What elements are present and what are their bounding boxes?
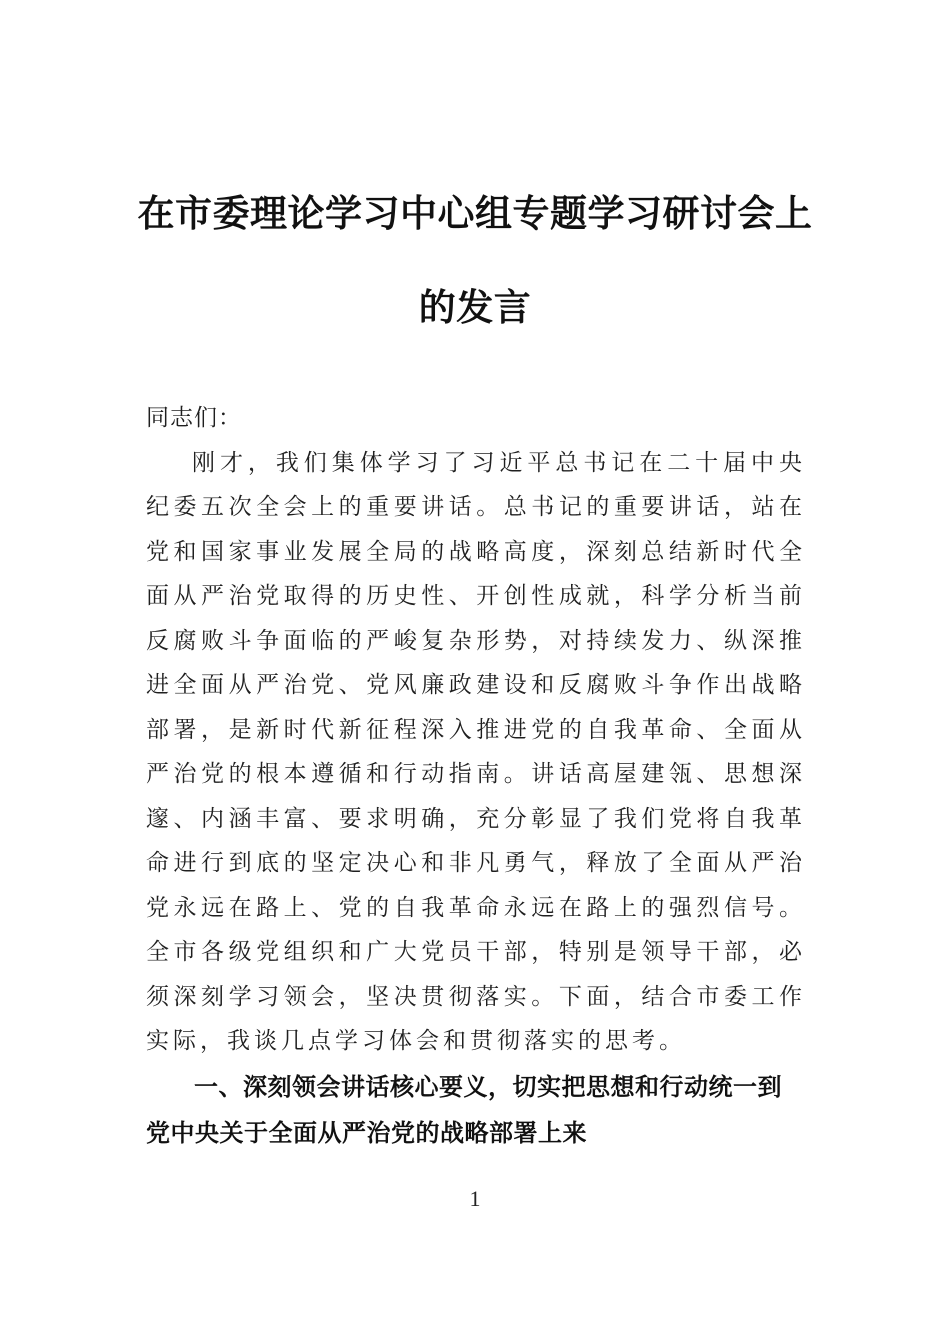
title-line-1: 在市委理论学习中心组专题学习研讨会上 <box>137 191 813 235</box>
document-body <box>146 396 806 1156</box>
section-heading: 一、深刻领会讲话核心要义，切实把思想和行动统一到党中央关于全面从严治党的战略部署上来 <box>146 1072 782 1147</box>
salutation: 同志们： <box>146 405 242 431</box>
document-title <box>120 166 830 354</box>
body-paragraph: 刚才，我们集体学习了习近平总书记在二十届中央纪委五次全会上的重要讲话。总书记的重要讲话，站在党和国家事业发展全局的战略高度，深刻总结新时代全面从严治党取得的历史性、开创性成就，科学分析当前反腐败斗争面临的严峻复杂形势，对持续发力、纵深推进全面从严治党、党风廉政建设和反腐败斗争作出战略部署，是新时代新征程深入推进党的自我革命、全面从严治党的根本遵循和行动指南。讲话高屋建瓴、思想深邃、内涵丰富、要求明确，充分彰显了我们党将自我革命进行到底的坚定决心和非凡勇气，释放了全面从严治党永远在路上、党的自我革命永远在路上的强烈信号。全市各级党组织和广大党员干部，特别是领导干部，必须深刻学习领会，坚决贯彻落实。下面，结合市委工作实际，我谈几点学习体会和贯彻落实的思考。 <box>146 449 806 1054</box>
page-number: 1 <box>469 1186 481 1211</box>
title-line-2: 的发言 <box>418 285 532 329</box>
